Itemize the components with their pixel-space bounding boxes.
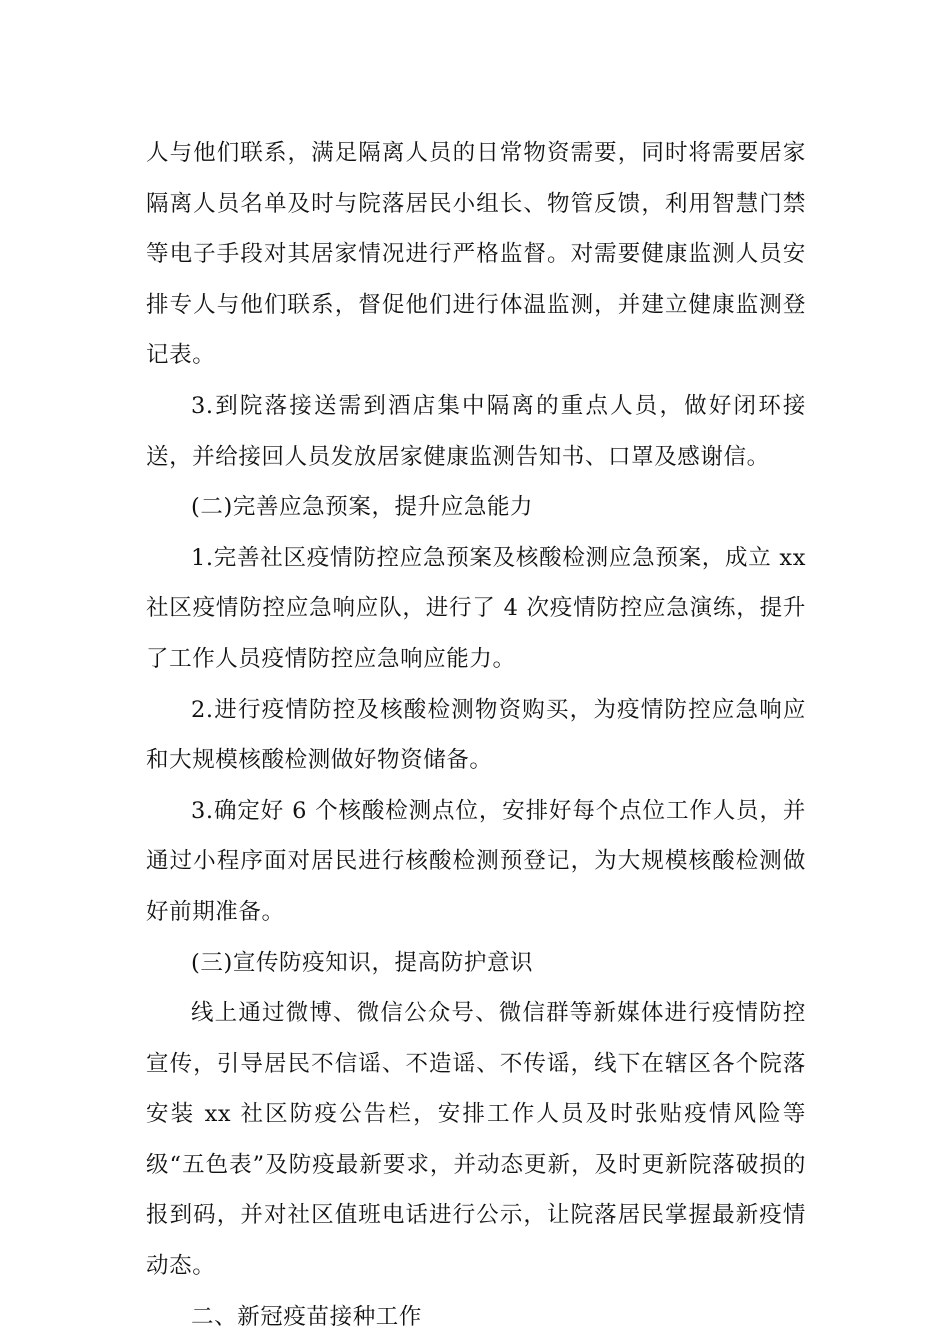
document-body [146,128,806,1342]
section-heading-3: (三)宣传防疫知识，提高防护意识 [191,949,534,976]
section-heading-2: (二)完善应急预案，提升应急能力 [191,494,534,521]
paragraph-item-3-transfer: 3.到院落接送需到酒店集中隔离的重点人员，做好闭环接送，并给接回人员发放居家健康监测告知书、口罩及感谢信。 [146,392,806,470]
paragraph-continuation: 人与他们联系，满足隔离人员的日常物资需要，同时将需要居家隔离人员名单及时与院落居民小组长、物管反馈，利用智慧门禁等电子手段对其居家情况进行严格监督。对需要健康监测人员安排专人与他们联系，督促他们进行体温监测，并建立健康监测登记表。 [146,140,806,369]
paragraph-publicity: 线上通过微博、微信公众号、微信群等新媒体进行疫情防控宣传，引导居民不信谣、不造谣、不传谣，线下在辖区各个院落安装 xx 社区防疫公告栏，安排工作人员及时张贴疫情风险等级“五色表”及防疫最新要求，并动态更新，及时更新院落破损的报到码，并对社区值班电话进行公示，让院落居民掌握最新疫情动态。 [146,1000,806,1280]
chapter-heading-vaccination: 二、新冠疫苗接种工作 [191,1303,423,1330]
paragraph-item-1-plan: 1.完善社区疫情防控应急预案及核酸检测应急预案，成立 xx 社区疫情防控应急响应队，进行了 4 次疫情防控应急演练，提升了工作人员疫情防控应急响应能力。 [146,544,806,672]
paragraph-item-3-testing-points: 3.确定好 6 个核酸检测点位，安排好每个点位工作人员，并通过小程序面对居民进行核酸检测预登记，为大规模核酸检测做好前期准备。 [146,797,806,925]
paragraph-item-2-supplies: 2.进行疫情防控及核酸检测物资购买，为疫情防控应急响应和大规模核酸检测做好物资储备。 [146,696,806,774]
